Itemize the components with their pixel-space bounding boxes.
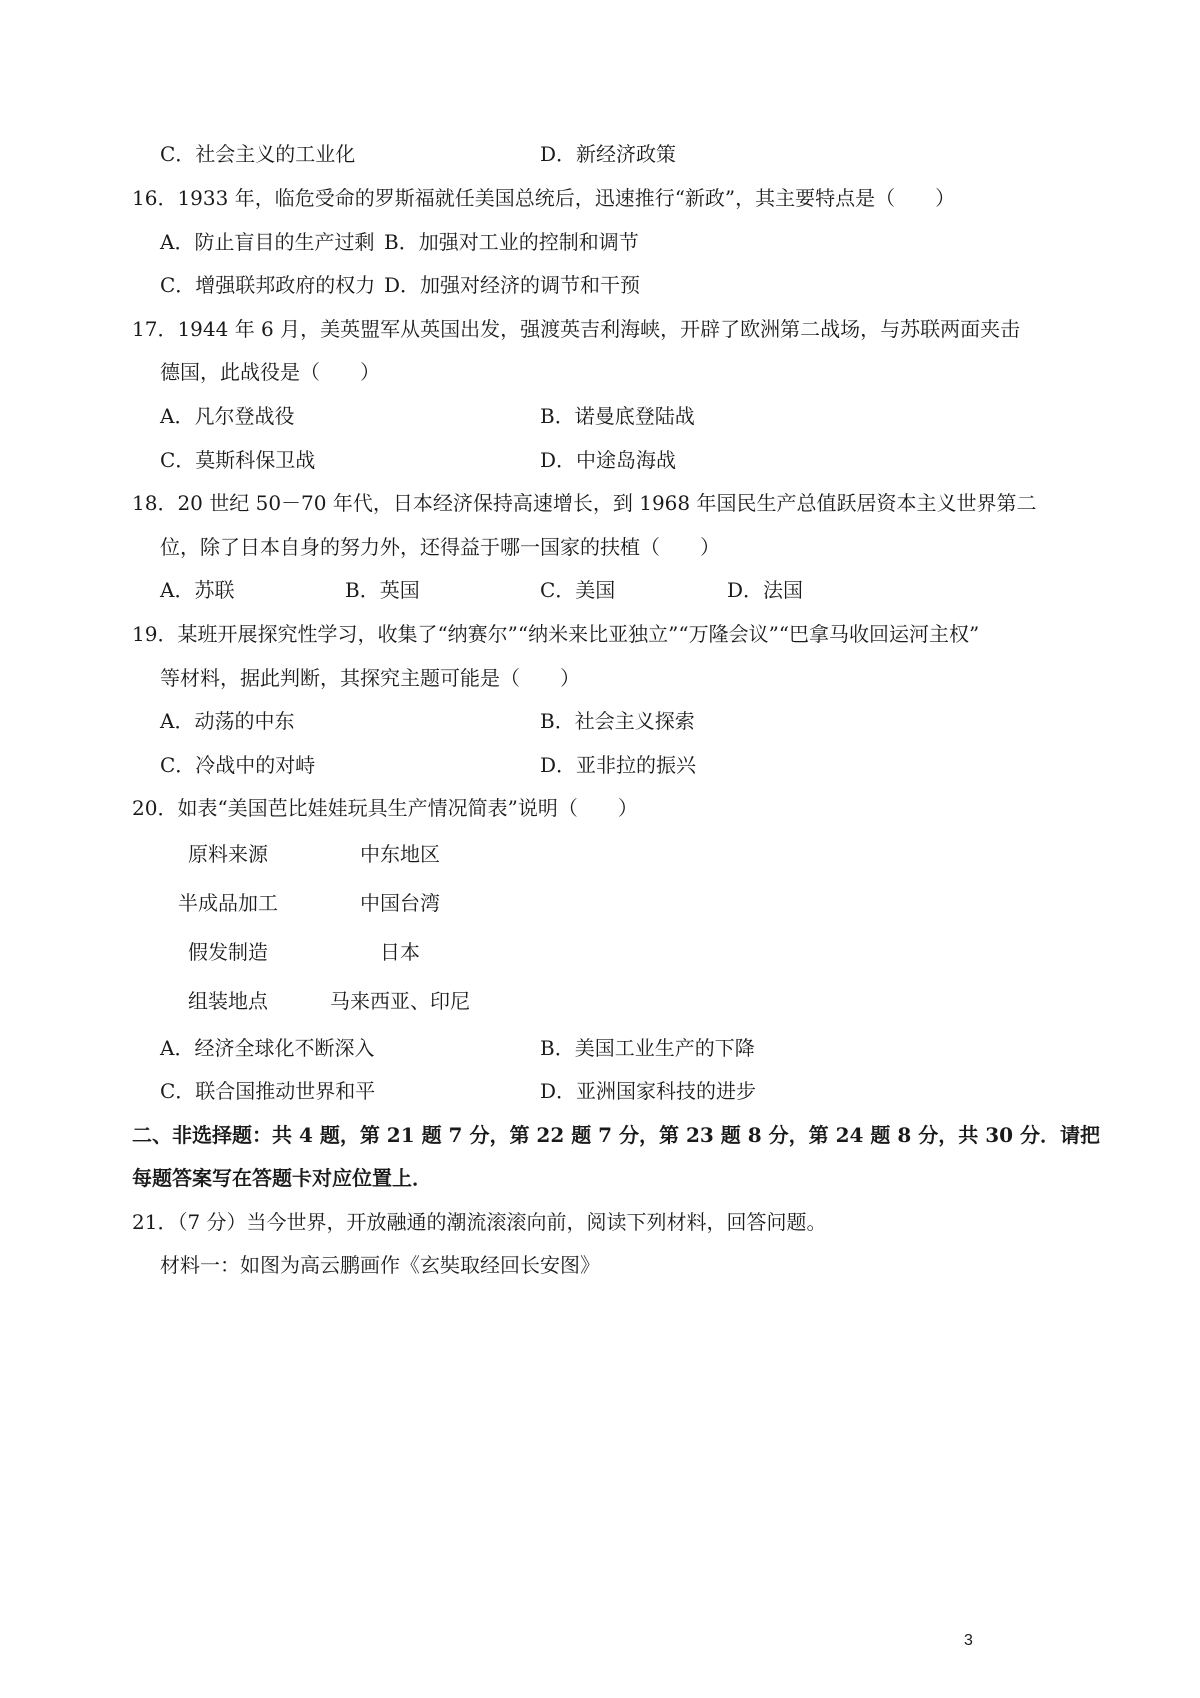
q20-option-a: A．经济全球化不断深入 [160,1036,375,1060]
q19-option-a: A．动荡的中东 [160,709,295,733]
q20-option-d: D．亚洲国家科技的进步 [540,1079,757,1103]
q20-stem: 20．如表“美国芭比娃娃玩具生产情况简表”说明（ ） [132,796,638,820]
q21-stem: 21．（7 分）当今世界，开放融通的潮流滚滚向前，阅读下列材料，回答问题。 [132,1210,827,1234]
q16-option-b: B．加强对工业的控制和调节 [384,230,639,254]
q18-option-b: B．英国 [345,578,420,602]
q20-option-b: B．美国工业生产的下降 [540,1036,755,1060]
q20-option-c: C．联合国推动世界和平 [160,1079,376,1103]
table-cell-place: 马来西亚、印尼 [330,989,470,1013]
q15-option-d: D．新经济政策 [540,142,677,166]
q18-option-d: D．法国 [727,578,804,602]
q17-stem-line2: 德国，此战役是（ ） [160,360,380,384]
section-heading-line1: 二、非选择题：共 4 题，第 21 题 7 分，第 22 题 7 分，第 23 题 8 分，第 24 题 8 分，共 30 分．请把 [132,1123,1100,1147]
table-cell-item: 组装地点 [188,989,268,1013]
q17-option-a: A．凡尔登战役 [160,404,295,428]
q18-option-a: A．苏联 [160,578,235,602]
q18-stem-line2: 位，除了日本自身的努力外，还得益于哪一国家的扶植（ ） [160,535,720,559]
q15-option-c: C．社会主义的工业化 [160,142,356,166]
table-cell-place: 中东地区 [360,842,440,866]
table-cell-item: 假发制造 [188,940,268,964]
q19-option-d: D．亚非拉的振兴 [540,753,697,777]
table-cell-item: 原料来源 [188,842,268,866]
q17-option-b: B．诺曼底登陆战 [540,404,695,428]
q19-option-b: B．社会主义探索 [540,709,695,733]
q19-stem-line2: 等材料，据此判断，其探究主题可能是（ ） [160,666,580,690]
page-number: 3 [964,1632,973,1649]
table-cell-place: 日本 [380,940,420,964]
q19-stem-line1: 19．某班开展探究性学习，收集了“纳赛尔”“纳米来比亚独立”“万隆会议”“巴拿马收回运河主权” [132,622,980,646]
q16-option-c: C．增强联邦政府的权力 [160,273,376,297]
q16-option-a: A．防止盲目的生产过剩 [160,230,375,254]
q17-option-c: C．莫斯科保卫战 [160,448,316,472]
q17-option-d: D．中途岛海战 [540,448,677,472]
section-heading-line2: 每题答案写在答题卡对应位置上． [132,1166,432,1190]
q21-material1: 材料一：如图为高云鹏画作《玄奘取经回长安图》 [160,1253,600,1277]
table-cell-place: 中国台湾 [360,891,440,915]
q18-stem-line1: 18．20 世纪 50－70 年代，日本经济保持高速增长，到 1968 年国民生产总值跃居资本主义世界第二 [132,491,1037,515]
q19-option-c: C．冷战中的对峙 [160,753,316,777]
table-cell-item: 半成品加工 [178,891,278,915]
q16-stem: 16．1933 年，临危受命的罗斯福就任美国总统后，迅速推行“新政”，其主要特点是（ ） [132,186,956,210]
q18-option-c: C．美国 [540,578,616,602]
q16-option-d: D．加强对经济的调节和干预 [384,273,641,297]
q17-stem-line1: 17．1944 年 6 月，美英盟军从英国出发，强渡英吉利海峡，开辟了欧洲第二战场，与苏联两面夹击 [132,317,1021,341]
